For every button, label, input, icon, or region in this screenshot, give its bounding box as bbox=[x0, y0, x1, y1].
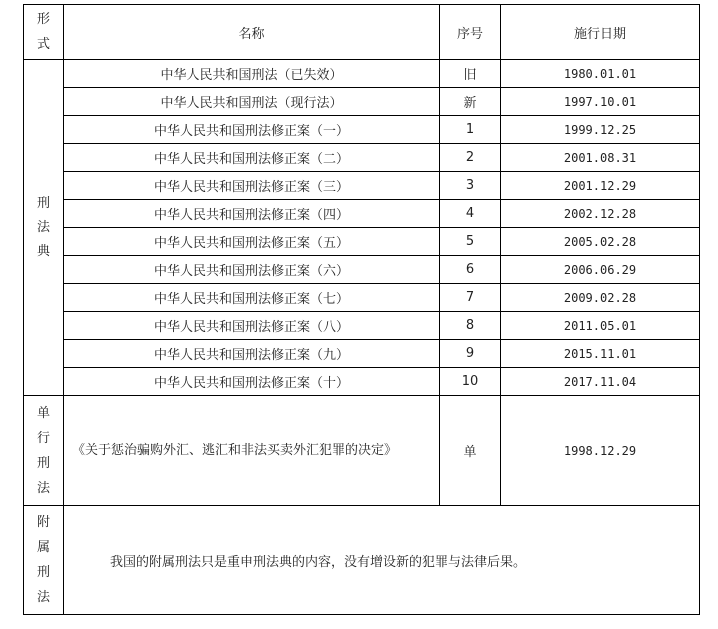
row-name: 中华人民共和国刑法修正案（十） bbox=[64, 368, 440, 396]
row-name: 中华人民共和国刑法（已失效） bbox=[64, 60, 440, 88]
row-name: 中华人民共和国刑法修正案（二） bbox=[64, 144, 440, 172]
group-annex-cell bbox=[24, 506, 64, 615]
header-date: 施行日期 bbox=[501, 5, 700, 60]
table-row bbox=[24, 284, 700, 312]
table-row bbox=[24, 340, 700, 368]
table-row bbox=[24, 256, 700, 284]
table-row bbox=[24, 172, 700, 200]
group-code-cell bbox=[24, 60, 64, 396]
header-seq: 序号 bbox=[440, 5, 501, 60]
table-row bbox=[24, 88, 700, 116]
row-name: 中华人民共和国刑法修正案（八） bbox=[64, 312, 440, 340]
row-date: 2015.11.01 bbox=[501, 340, 700, 368]
row-seq: 1 bbox=[440, 116, 501, 144]
row-date: 2017.11.04 bbox=[501, 368, 700, 396]
row-date: 2001.12.29 bbox=[501, 172, 700, 200]
row-name: 中华人民共和国刑法修正案（七） bbox=[64, 284, 440, 312]
row-seq: 6 bbox=[440, 256, 501, 284]
row-seq: 4 bbox=[440, 200, 501, 228]
header-name: 名称 bbox=[64, 5, 440, 60]
group-code-label: 刑 法 典 bbox=[36, 195, 50, 259]
table-row bbox=[24, 60, 700, 88]
group-single-cell bbox=[24, 396, 64, 506]
row-date: 2011.05.01 bbox=[501, 312, 700, 340]
table-row bbox=[24, 368, 700, 396]
row-seq: 3 bbox=[440, 172, 501, 200]
row-name: 中华人民共和国刑法（现行法） bbox=[64, 88, 440, 116]
row-name: 中华人民共和国刑法修正案（五） bbox=[64, 228, 440, 256]
table-row bbox=[24, 144, 700, 172]
group-single-label: 单 行 刑 法 bbox=[36, 405, 50, 496]
row-date: 1997.10.01 bbox=[501, 88, 700, 116]
table-row bbox=[24, 200, 700, 228]
criminal-law-table bbox=[23, 4, 700, 615]
row-date: 2002.12.28 bbox=[501, 200, 700, 228]
row-seq: 新 bbox=[440, 88, 501, 116]
annex-note: 我国的附属刑法只是重申刑法典的内容，没有增设新的犯罪与法律后果。 bbox=[64, 506, 700, 615]
row-seq: 2 bbox=[440, 144, 501, 172]
table-row bbox=[24, 228, 700, 256]
header-form-text: 形 式 bbox=[36, 12, 50, 52]
single-name: 《关于惩治骗购外汇、逃汇和非法买卖外汇犯罪的决定》 bbox=[64, 396, 440, 506]
header-form bbox=[24, 5, 64, 60]
header-row bbox=[24, 5, 700, 60]
row-seq: 10 bbox=[440, 368, 501, 396]
row-name: 中华人民共和国刑法修正案（三） bbox=[64, 172, 440, 200]
row-seq: 7 bbox=[440, 284, 501, 312]
row-seq: 8 bbox=[440, 312, 501, 340]
row-date: 2009.02.28 bbox=[501, 284, 700, 312]
row-date: 1980.01.01 bbox=[501, 60, 700, 88]
row-name: 中华人民共和国刑法修正案（四） bbox=[64, 200, 440, 228]
single-law-row bbox=[24, 396, 700, 506]
row-date: 2005.02.28 bbox=[501, 228, 700, 256]
row-name: 中华人民共和国刑法修正案（一） bbox=[64, 116, 440, 144]
single-seq: 单 bbox=[440, 396, 501, 506]
row-name: 中华人民共和国刑法修正案（六） bbox=[64, 256, 440, 284]
annex-law-row bbox=[24, 506, 700, 615]
row-seq: 9 bbox=[440, 340, 501, 368]
row-name: 中华人民共和国刑法修正案（九） bbox=[64, 340, 440, 368]
table-row bbox=[24, 116, 700, 144]
table-row bbox=[24, 312, 700, 340]
group-annex-label: 附 属 刑 法 bbox=[36, 515, 50, 605]
row-seq: 旧 bbox=[440, 60, 501, 88]
single-date: 1998.12.29 bbox=[501, 396, 700, 506]
row-date: 2001.08.31 bbox=[501, 144, 700, 172]
row-seq: 5 bbox=[440, 228, 501, 256]
row-date: 1999.12.25 bbox=[501, 116, 700, 144]
row-date: 2006.06.29 bbox=[501, 256, 700, 284]
